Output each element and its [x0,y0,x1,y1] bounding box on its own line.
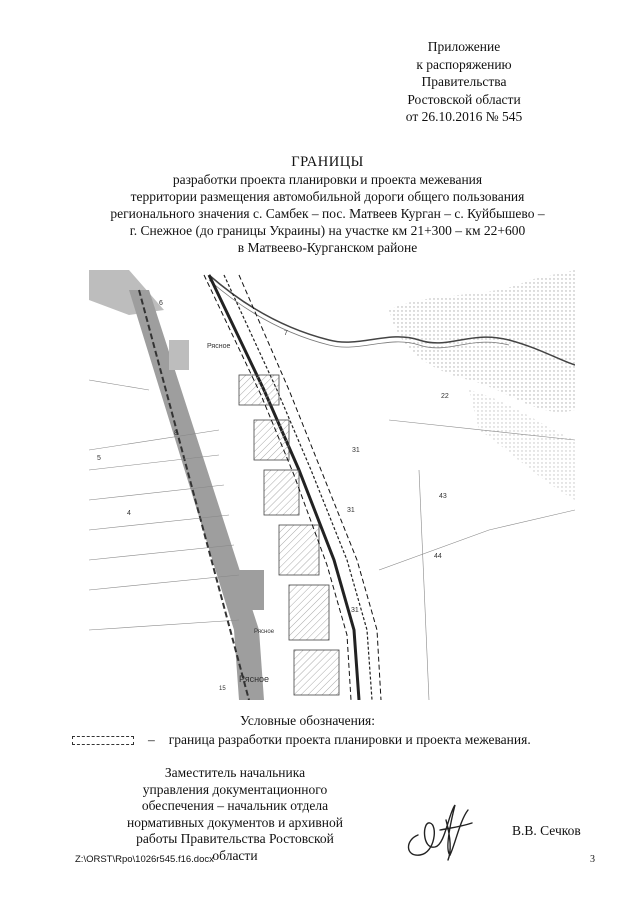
title-line: территории размещения автомобильной дороги общего пользования [130,189,525,204]
handwritten-signature [400,795,480,865]
appendix-block [364,38,564,126]
signer-name: В.В. Сечков [512,823,581,838]
map-label: 15 [219,686,226,692]
signatory-title [115,765,355,864]
map-label: 8 [174,430,178,437]
map-label: Рясное [207,343,231,350]
signatory-line: Заместитель начальника [164,765,306,780]
title-line: г. Снежное (до границы Украины) на участке км 21+300 – км 22+600 [129,223,526,238]
map-label: 43 [439,493,447,500]
map-label: 31 [351,607,359,614]
legend-title: Условные обозначения: [240,713,376,728]
page-number: 3 [590,854,595,865]
title-line: разработки проекта планировки и проекта межевания [172,172,483,187]
appendix-line: к распоряжению [416,56,512,72]
map-label: Рясное [254,629,275,635]
appendix-line: Ростовской области [407,91,521,107]
planning-map [89,270,575,700]
map-label: 5 [97,455,101,462]
appendix-date-line: от 26.10.2016 № 545 [405,109,523,124]
legend-row [72,732,531,748]
title-line: в Матвеево-Курганском районе [237,240,418,255]
boundary-swatch [72,736,134,745]
legend-text: граница разработки проекта планировки и проекта межевания. [168,732,531,747]
signatory-line: работы Правительства Ростовской области [136,831,334,863]
appendix-line: Правительства [421,74,507,89]
signatory-line: управления документационного [142,781,328,797]
map-label: 31 [347,507,355,514]
title-heading: ГРАНИЦЫ [291,154,364,170]
map-label: 44 [434,553,442,560]
map-label: Рясное [239,674,270,684]
signatory-line: нормативных документов и архивной [127,814,343,830]
appendix-line: Приложение [427,39,501,54]
document-title [60,154,595,256]
map-label: 4 [127,510,131,517]
map-label: 7 [284,330,288,337]
file-path: Z:\ORST\Rpo\1026r545.f16.docx [75,854,214,865]
signatory-line: обеспечения – начальник отдела [141,798,329,813]
map-label: 6 [159,300,163,307]
map-label: 31 [352,447,360,454]
legend-dash: – [148,732,155,747]
title-line: регионального значения с. Самбек – пос. Матвеев Курган – с. Куйбышево – [110,206,545,221]
map-label: 22 [441,393,449,400]
